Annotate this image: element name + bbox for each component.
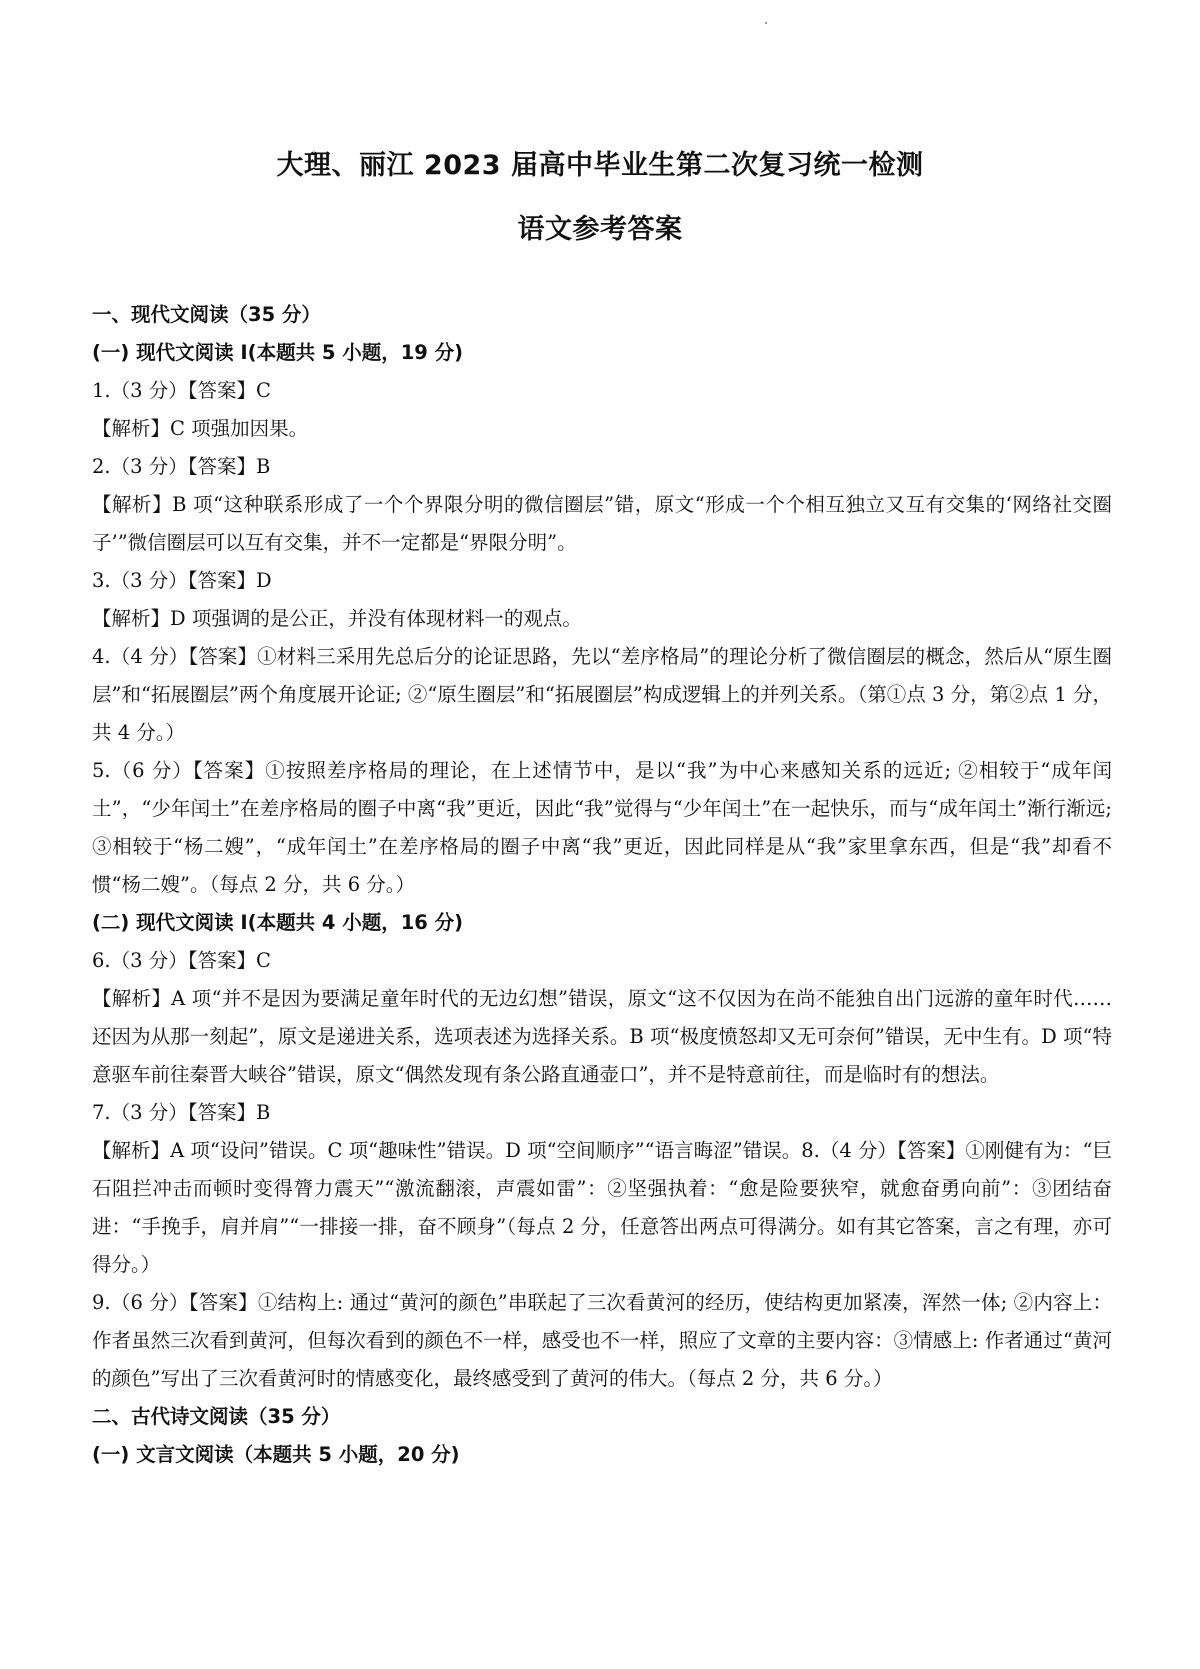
q6-answer: 6.（3 分）【答案】C — [92, 949, 271, 972]
part-heading-3: (一) 文言文阅读（本题共 5 小题，20 分) — [92, 1443, 460, 1466]
answer-content — [92, 296, 1112, 1474]
q2-answer: 2.（3 分）【答案】B — [92, 455, 271, 478]
q1-answer: 1.（3 分）【答案】C — [92, 379, 271, 402]
section-heading-2: 二、古代诗文阅读（35 分） — [92, 1405, 341, 1428]
part-heading-2: (二) 现代文阅读 I(本题共 4 小题，16 分) — [92, 911, 464, 934]
q5-answer: 5.（6 分）【答案】①按照差序格局的理论，在上述情节中，是以“我”为中心来感知关系的远近; ②相较于“成年闰土”，“少年闰土”在差序格局的圈子中离“我”更近，因此“我”觉得与“少年闰土”在一起快乐，而与“成年闰土”渐行渐远; ③相较于“杨二嫂”，“成年闰土”在差序格局的圈子中离“我”更近，因此同样是从“我”家里拿东西，但是“我”却看不惯“杨二嫂”。（每点 2 分，共 6 分。） — [92, 759, 1112, 896]
document-title: 大理、丽江 2023 届高中毕业生第二次复习统一检测 — [276, 150, 924, 181]
q9-answer: 9.（6 分）【答案】①结构上: 通过“黄河的颜色”串联起了三次看黄河的经历，使结构更加紧凑，浑然一体; ②内容上：作者虽然三次看到黄河，但每次看到的颜色不一样，感受也不一样，照应了文章的主要内容：③情感上: 作者通过“黄河的颜色”写出了三次看黄河时的情感变化，最终感受到了黄河的伟大。（每点 2 分，共 6 分。） — [92, 1291, 1112, 1390]
section-heading-1: 一、现代文阅读（35 分） — [92, 303, 321, 326]
scan-speck — [765, 22, 767, 24]
q4-answer: 4.（4 分）【答案】①材料三采用先总后分的论证思路，先以“差序格局”的理论分析了微信圈层的概念，然后从“原生圈层”和“拓展圈层”两个角度展开论证; ②“原生圈层”和“拓展圈层”构成逻辑上的并列关系。（第①点 3 分，第②点 1 分，共 4 分。） — [92, 645, 1112, 744]
q1-analysis: 【解析】C 项强加因果。 — [92, 417, 309, 440]
q7-answer: 7.（3 分）【答案】B — [92, 1101, 271, 1124]
q6-analysis: 【解析】A 项“并不是因为要满足童年时代的无边幻想”错误，原文“这不仅因为在尚不能独自出门远游的童年时代……还因为从那一刻起”，原文是递进关系，选项表述为选择关系。B 项“极度愤怒却又无可奈何”错误，无中生有。D 项“特意驱车前往秦晋大峡谷”错误，原文“偶然发现有条公路直通壶口”，并不是特意前往，而是临时有的想法。 — [92, 987, 1112, 1086]
q3-analysis: 【解析】D 项强调的是公正，并没有体现材料一的观点。 — [92, 607, 582, 630]
q7-q8-analysis: 【解析】A 项“设问”错误。C 项“趣味性”错误。D 项“空间顺序”“语言晦涩”错误。8.（4 分）【答案】①刚健有为：“巨石阻拦冲击而顿时变得膂力震天”“激流翻滚，声震如雷”：②坚强执着：“愈是险要狭窄，就愈奋勇向前”：③团结奋进：“手挽手，肩并肩”“一排接一排，奋不顾身”（每点 2 分，任意答出两点可得满分。如有其它答案，言之有理，亦可得分。） — [92, 1139, 1112, 1276]
q3-answer: 3.（3 分）【答案】D — [92, 569, 272, 592]
q2-analysis: 【解析】B 项“这种联系形成了一个个界限分明的微信圈层”错，原文“形成一个个相互独立又互有交集的‘网络社交圈子’”微信圈层可以互有交集，并不一定都是“界限分明”。 — [92, 493, 1112, 554]
document-subtitle: 语文参考答案 — [517, 214, 683, 245]
part-heading-1: (一) 现代文阅读 I(本题共 5 小题，19 分) — [92, 341, 464, 364]
